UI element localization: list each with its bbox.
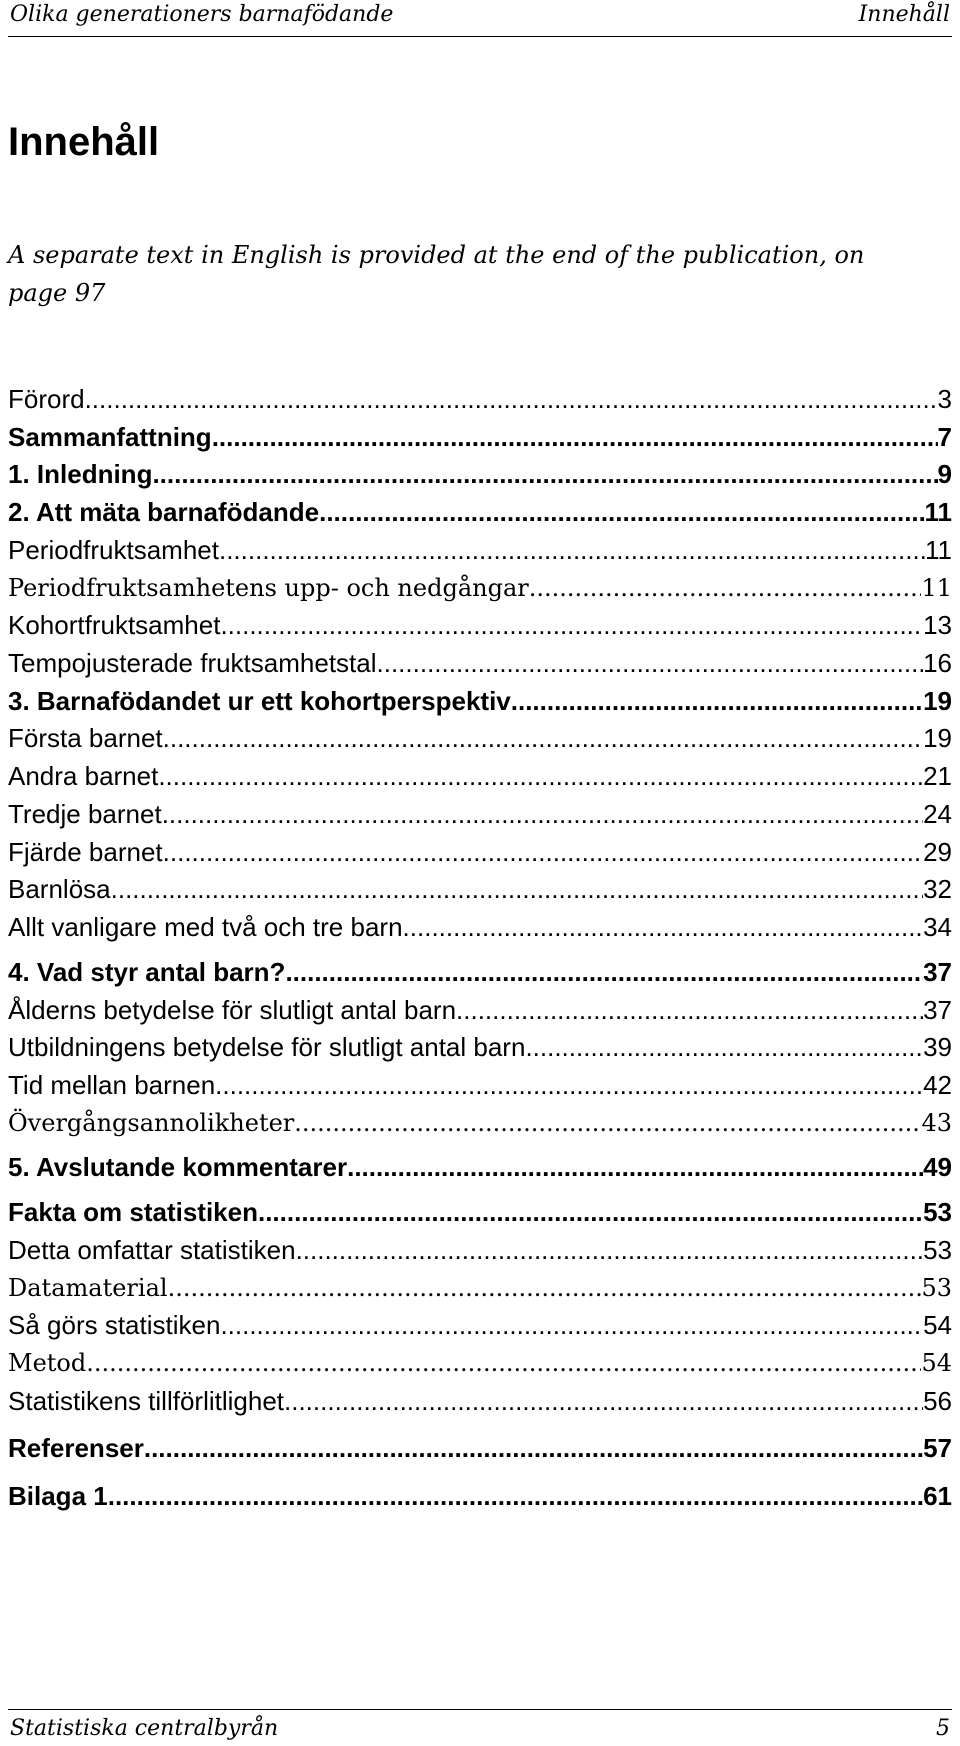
toc-entry-label: 5. Avslutande kommentarer xyxy=(8,1152,348,1183)
toc-dot-leader xyxy=(525,1029,923,1067)
toc-entry-label: 4. Vad styr antal barn? xyxy=(8,956,286,987)
toc-dot-leader xyxy=(377,645,924,683)
toc-dot-leader xyxy=(158,758,923,796)
toc-entry-label: 1. Inledning xyxy=(8,459,153,490)
toc-entry-label: Detta omfattar statistiken xyxy=(8,1234,296,1265)
toc-entry-page: 37 xyxy=(923,994,952,1025)
toc-entry-page: 54 xyxy=(923,1310,952,1341)
toc-dot-leader xyxy=(456,992,923,1030)
toc-dot-leader xyxy=(144,1430,923,1468)
toc-entry-label: Förord xyxy=(8,384,85,414)
toc-entry-page: 11 xyxy=(925,534,952,565)
toc-entry-page: 3 xyxy=(937,384,952,414)
toc-entry-page: 57 xyxy=(923,1433,952,1464)
toc-entry-label: 2. Att mäta barnafödande xyxy=(8,497,320,528)
toc-dot-leader xyxy=(294,1105,921,1143)
toc-entry-page: 7 xyxy=(937,421,952,452)
toc-entry-label: Första barnet xyxy=(8,723,163,754)
toc-entry[interactable] xyxy=(8,1029,952,1067)
toc-entry-label: Fjärde barnet xyxy=(8,836,163,867)
toc-dot-leader xyxy=(219,532,925,570)
toc-entry-page: 53 xyxy=(921,1273,952,1302)
table-of-contents xyxy=(8,381,952,1516)
toc-dot-leader xyxy=(347,1149,923,1187)
toc-entry[interactable] xyxy=(8,381,952,419)
toc-entry-page: 32 xyxy=(923,874,952,905)
toc-dot-leader xyxy=(111,871,923,909)
toc-entry-page: 37 xyxy=(923,956,952,987)
toc-entry[interactable] xyxy=(8,607,952,645)
toc-dot-leader xyxy=(284,1383,923,1421)
toc-entry-page: 29 xyxy=(923,836,952,867)
toc-dot-leader xyxy=(108,1478,923,1516)
toc-entry[interactable] xyxy=(8,1307,952,1345)
toc-entry[interactable] xyxy=(8,456,952,494)
toc-entry-label: Tid mellan barnen xyxy=(8,1069,216,1100)
toc-entry-label: Tredje barnet xyxy=(8,798,162,829)
toc-entry-label: Ålderns betydelse för slutligt antal barn xyxy=(8,994,457,1025)
toc-dot-leader xyxy=(220,607,923,645)
toc-dot-leader xyxy=(403,909,924,947)
english-note: A separate text in English is provided at the end of the publication, on page 97 xyxy=(8,241,865,307)
toc-dot-leader xyxy=(258,1194,923,1232)
toc-entry-label: Periodfruktsamhetens upp- och nedgångar xyxy=(8,573,529,602)
toc-entry[interactable] xyxy=(8,720,952,758)
toc-dot-leader xyxy=(511,683,923,721)
toc-entry-label: Bilaga 1 xyxy=(8,1481,108,1512)
toc-entry-page: 24 xyxy=(923,798,952,829)
toc-entry-label: Metod xyxy=(8,1348,87,1377)
toc-entry[interactable] xyxy=(8,1194,952,1232)
toc-dot-leader xyxy=(168,1270,922,1308)
toc-entry-label: Periodfruktsamhet xyxy=(8,534,219,565)
toc-entry-page: 21 xyxy=(923,761,952,792)
toc-entry-label: Statistikens tillförlitlighet xyxy=(8,1385,284,1416)
toc-entry[interactable] xyxy=(8,1270,952,1308)
toc-entry[interactable] xyxy=(8,758,952,796)
toc-entry-page: 39 xyxy=(923,1032,952,1063)
toc-entry[interactable] xyxy=(8,796,952,834)
toc-entry-label: Övergångsannolikheter xyxy=(8,1108,295,1137)
toc-dot-leader xyxy=(296,1232,924,1270)
page-title: Innehåll xyxy=(8,120,160,164)
toc-entry-label: Andra barnet xyxy=(8,761,159,792)
toc-entry-page: 11 xyxy=(924,497,952,528)
toc-dot-leader xyxy=(152,456,937,494)
toc-entry-page: 19 xyxy=(923,723,952,754)
toc-entry[interactable] xyxy=(8,1478,952,1516)
toc-entry[interactable] xyxy=(8,532,952,570)
toc-dot-leader xyxy=(285,954,923,992)
toc-entry-label: Allt vanligare med två och tre barn xyxy=(8,912,403,943)
toc-entry-label: Kohortfruktsamhet xyxy=(8,610,221,641)
toc-entry-page: 56 xyxy=(923,1385,952,1416)
toc-entry-label: Referenser xyxy=(8,1433,144,1464)
toc-dot-leader xyxy=(163,720,923,758)
toc-entry[interactable] xyxy=(8,419,952,457)
toc-entry[interactable] xyxy=(8,1067,952,1105)
toc-entry-label: Så görs statistiken xyxy=(8,1310,221,1341)
toc-entry[interactable] xyxy=(8,909,952,947)
toc-dot-leader xyxy=(162,796,923,834)
toc-entry-label: Sammanfattning xyxy=(8,421,212,452)
toc-entry[interactable] xyxy=(8,570,952,608)
toc-entry[interactable] xyxy=(8,1232,952,1270)
toc-dot-leader xyxy=(212,419,938,457)
toc-dot-leader xyxy=(85,381,938,419)
running-header xyxy=(8,0,952,37)
header-section-name: Innehåll xyxy=(858,2,950,27)
toc-entry[interactable] xyxy=(8,1105,952,1143)
toc-entry-page: 53 xyxy=(923,1197,952,1228)
running-footer xyxy=(8,1709,952,1746)
footer-publisher: Statistiska centralbyrån xyxy=(10,1716,279,1741)
toc-entry-page: 34 xyxy=(923,912,952,943)
toc-dot-leader xyxy=(220,1307,923,1345)
toc-dot-leader xyxy=(319,494,924,532)
toc-entry-page: 19 xyxy=(923,685,952,716)
toc-dot-leader xyxy=(215,1067,923,1105)
toc-dot-leader xyxy=(163,834,923,872)
toc-entry[interactable] xyxy=(8,834,952,872)
toc-entry[interactable] xyxy=(8,1430,952,1468)
toc-entry-label: Utbildningens betydelse för slutligt antal barn xyxy=(8,1032,526,1063)
toc-entry[interactable] xyxy=(8,683,952,721)
toc-entry-page: 54 xyxy=(921,1348,952,1377)
toc-entry[interactable] xyxy=(8,1345,952,1383)
toc-entry[interactable] xyxy=(8,871,952,909)
toc-entry-page: 53 xyxy=(923,1234,952,1265)
toc-entry[interactable] xyxy=(8,954,952,992)
toc-entry-page: 43 xyxy=(921,1108,952,1137)
toc-entry-label: Fakta om statistiken xyxy=(8,1197,258,1228)
toc-entry-label: Barnlösa xyxy=(8,874,111,905)
toc-entry[interactable] xyxy=(8,645,952,683)
toc-entry-page: 49 xyxy=(923,1152,952,1183)
toc-dot-leader xyxy=(86,1345,921,1383)
toc-entry[interactable] xyxy=(8,494,952,532)
footer-page-number: 5 xyxy=(936,1716,950,1741)
toc-entry-page: 13 xyxy=(923,610,952,641)
toc-entry-page: 11 xyxy=(921,573,952,602)
toc-entry-page: 9 xyxy=(937,459,952,490)
toc-dot-leader xyxy=(529,570,922,608)
toc-entry-page: 61 xyxy=(923,1481,952,1512)
toc-entry-label: Datamaterial xyxy=(8,1273,168,1302)
header-document-title: Olika generationers barnafödande xyxy=(10,2,394,27)
toc-entry[interactable] xyxy=(8,1149,952,1187)
toc-entry-label: Tempojusterade fruktsamhetstal xyxy=(8,648,377,679)
toc-entry-page: 16 xyxy=(923,648,952,679)
toc-entry-label: 3. Barnafödandet ur ett kohortperspektiv xyxy=(8,685,511,716)
toc-entry[interactable] xyxy=(8,992,952,1030)
toc-entry-page: 42 xyxy=(923,1069,952,1100)
toc-entry[interactable] xyxy=(8,1383,952,1421)
